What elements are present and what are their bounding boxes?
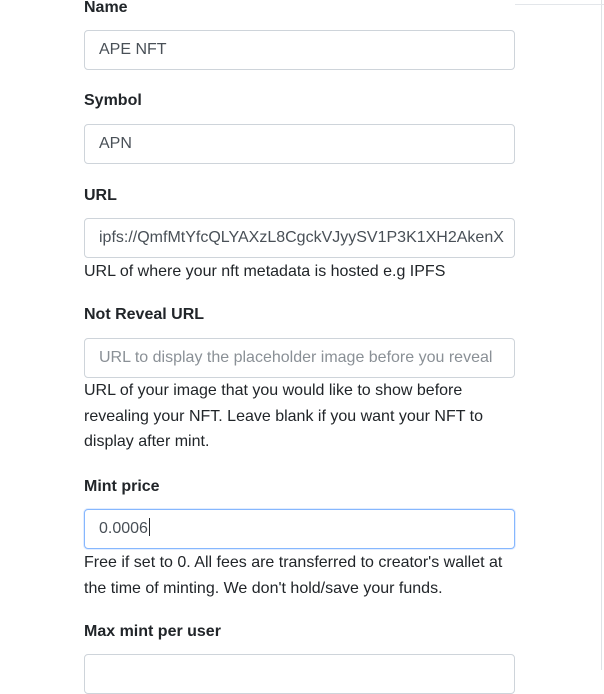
not-reveal-url-help-line-3: display after mint. xyxy=(84,433,210,450)
url-input[interactable]: ipfs://QmfMtYfcQLYAXzL8CgckVJyySV1P3K1XH2AkenX xyxy=(84,218,515,258)
name-input[interactable]: APE NFT xyxy=(84,30,515,70)
name-label: Name xyxy=(84,0,128,16)
symbol-label: Symbol xyxy=(84,92,142,109)
url-help-text: URL of where your nft metadata is hosted e.g IPFS xyxy=(84,263,446,280)
mint-price-label: Mint price xyxy=(84,478,160,495)
mint-price-help-line-1: Free if set to 0. All fees are transferred to creator's wallet at xyxy=(84,554,503,571)
url-label: URL xyxy=(84,187,117,204)
mint-price-value: 0.0006 xyxy=(99,520,148,537)
not-reveal-url-input[interactable]: URL to display the placeholder image before you reveal xyxy=(84,338,515,378)
page-right-border xyxy=(601,0,602,670)
max-mint-input[interactable] xyxy=(84,654,515,694)
not-reveal-url-help-line-2: revealing your NFT. Leave blank if you want your NFT to xyxy=(84,408,483,425)
not-reveal-url-help-line-1: URL of your image that you would like to show before xyxy=(84,382,463,399)
mint-price-help-line-2: the time of minting. We don't hold/save your funds. xyxy=(84,580,443,597)
symbol-input[interactable]: APN xyxy=(84,124,515,164)
mint-price-input[interactable] xyxy=(84,509,515,549)
text-caret xyxy=(149,518,150,536)
page-top-border xyxy=(515,4,604,5)
not-reveal-url-label: Not Reveal URL xyxy=(84,306,205,323)
max-mint-label: Max mint per user xyxy=(84,623,221,640)
